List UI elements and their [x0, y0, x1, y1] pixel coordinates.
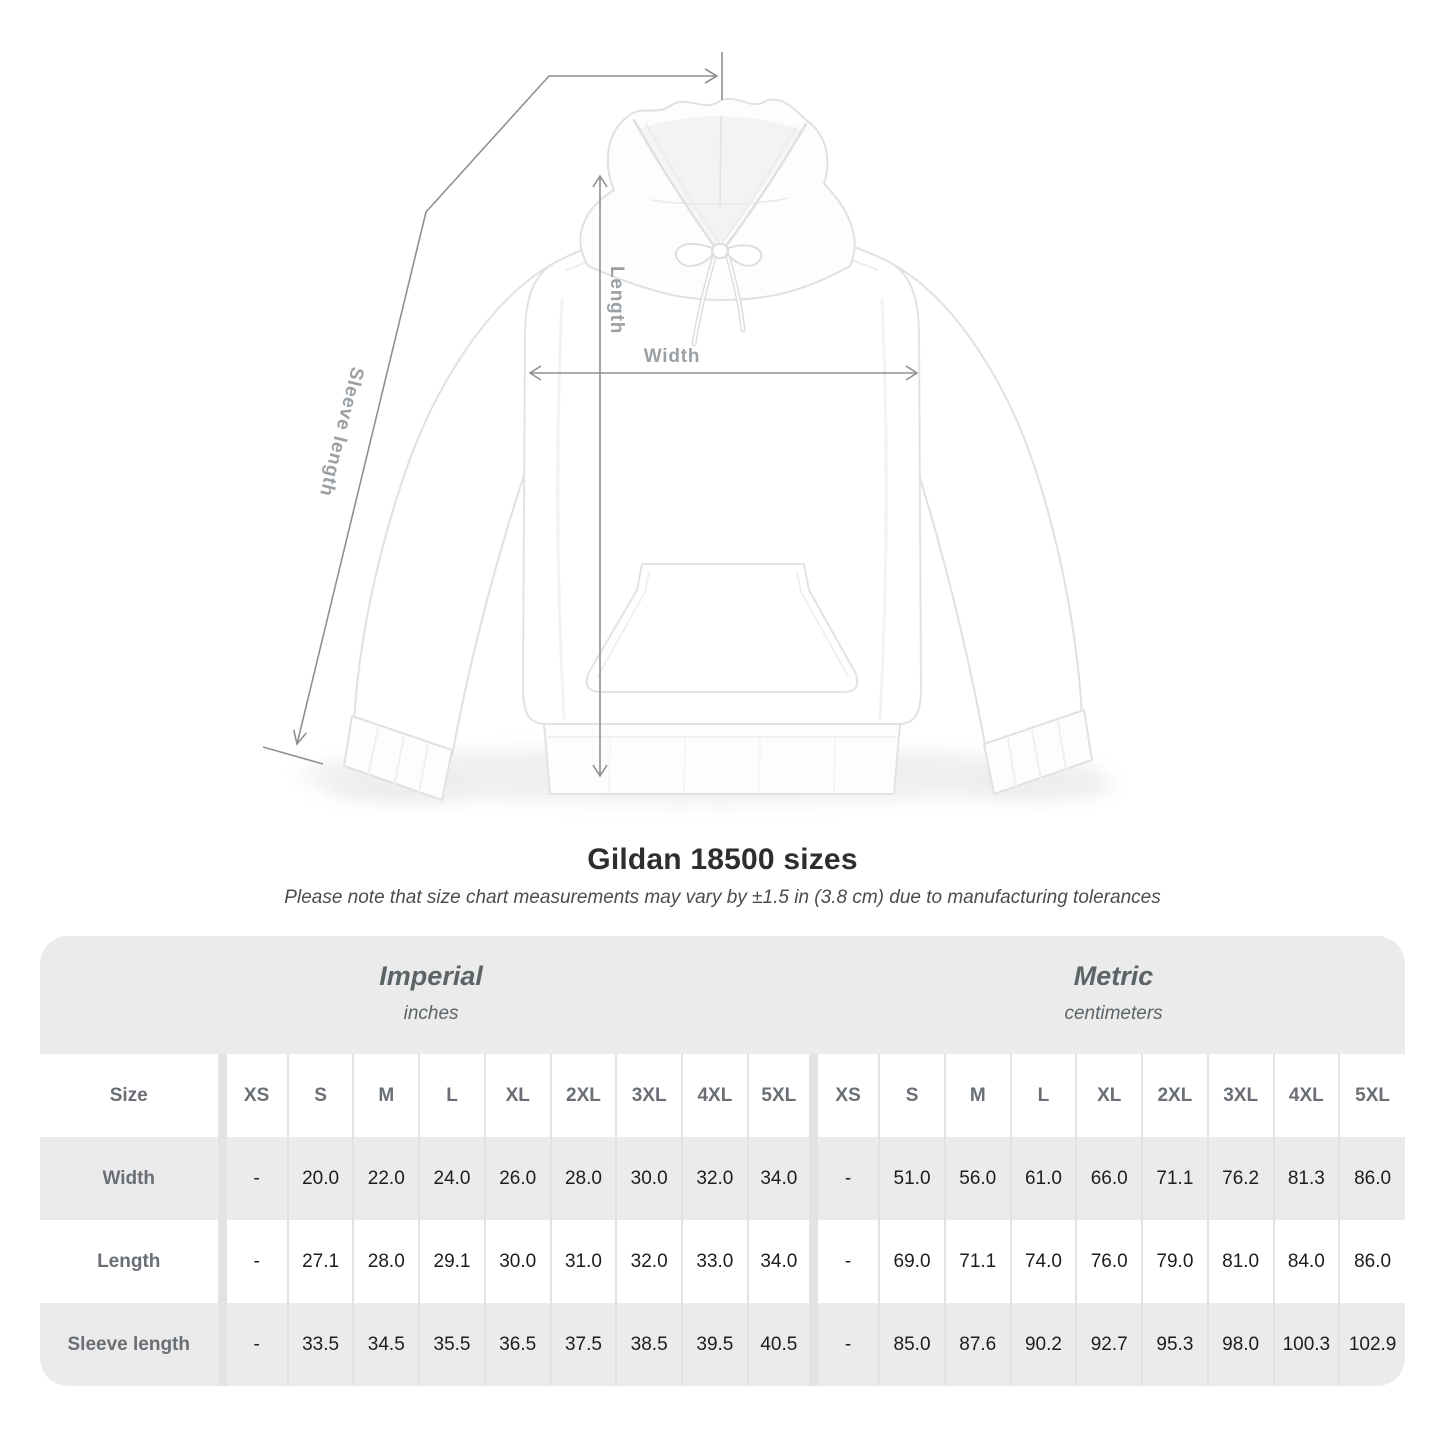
- cell-metric-3xl: 98.0: [1208, 1303, 1274, 1386]
- width-label: Width: [643, 346, 701, 367]
- column-header-imperial-4xl: 4XL: [682, 1054, 748, 1137]
- measurement-row-sleeve-length: [40, 1303, 1405, 1386]
- metric-section-header: [822, 936, 1405, 1054]
- imperial-section-unit: inches: [403, 1003, 459, 1024]
- column-header-metric-2xl: 2XL: [1142, 1054, 1208, 1137]
- cell-imperial-xs: -: [222, 1303, 288, 1386]
- cell-imperial-5xl: 34.0: [748, 1220, 814, 1303]
- column-header-imperial-xl: XL: [485, 1054, 551, 1137]
- row-label: Sleeve length: [40, 1303, 222, 1386]
- cell-imperial-4xl: 33.0: [682, 1220, 748, 1303]
- cell-imperial-3xl: 32.0: [616, 1220, 682, 1303]
- column-header-metric-5xl: 5XL: [1339, 1054, 1405, 1137]
- imperial-section-header: [40, 936, 822, 1054]
- cell-metric-5xl: 102.9: [1339, 1303, 1405, 1386]
- tolerance-note: Please note that size chart measurements may vary by ±1.5 in (3.8 cm) due to manufacturing tolerances: [284, 887, 1161, 908]
- cell-imperial-xl: 36.5: [485, 1303, 551, 1386]
- cell-imperial-m: 28.0: [353, 1220, 419, 1303]
- sleeve-length-label: Sleeve length: [314, 364, 368, 499]
- row-label: Width: [40, 1137, 222, 1220]
- measurement-row-length: [40, 1220, 1405, 1303]
- size-chart-table: [40, 936, 1405, 1386]
- cell-imperial-xs: -: [222, 1137, 288, 1220]
- cell-imperial-xl: 26.0: [485, 1137, 551, 1220]
- column-header-metric-3xl: 3XL: [1208, 1054, 1274, 1137]
- column-header-imperial-3xl: 3XL: [616, 1054, 682, 1137]
- hoodie-illustration: [344, 99, 1092, 800]
- column-header-imperial-2xl: 2XL: [551, 1054, 617, 1137]
- cell-metric-2xl: 95.3: [1142, 1303, 1208, 1386]
- cell-metric-s: 51.0: [879, 1137, 945, 1220]
- cell-metric-l: 74.0: [1011, 1220, 1077, 1303]
- cell-imperial-2xl: 31.0: [551, 1220, 617, 1303]
- column-header-metric-4xl: 4XL: [1274, 1054, 1340, 1137]
- size-corner-header: Size: [40, 1054, 222, 1137]
- cell-metric-xs: -: [813, 1220, 879, 1303]
- column-header-metric-l: L: [1011, 1054, 1077, 1137]
- column-header-metric-m: M: [945, 1054, 1011, 1137]
- cell-imperial-l: 35.5: [419, 1303, 485, 1386]
- column-header-imperial-s: S: [288, 1054, 354, 1137]
- cell-metric-5xl: 86.0: [1339, 1220, 1405, 1303]
- measurement-row-width: [40, 1137, 1405, 1220]
- cell-imperial-s: 27.1: [288, 1220, 354, 1303]
- cell-metric-2xl: 71.1: [1142, 1137, 1208, 1220]
- column-header-metric-xs: XS: [813, 1054, 879, 1137]
- cell-metric-l: 61.0: [1011, 1137, 1077, 1220]
- cell-imperial-2xl: 37.5: [551, 1303, 617, 1386]
- size-header-row: [40, 1054, 1405, 1137]
- cell-imperial-3xl: 30.0: [616, 1137, 682, 1220]
- imperial-section-title: Imperial: [379, 961, 483, 991]
- cell-imperial-4xl: 39.5: [682, 1303, 748, 1386]
- measurements-table: [40, 1054, 1405, 1386]
- cell-metric-s: 85.0: [879, 1303, 945, 1386]
- cell-metric-xl: 66.0: [1076, 1137, 1142, 1220]
- unit-header-band: [40, 936, 1405, 1054]
- cell-metric-3xl: 76.2: [1208, 1137, 1274, 1220]
- metric-section-unit: centimeters: [1064, 1003, 1163, 1024]
- row-label: Length: [40, 1220, 222, 1303]
- cell-imperial-2xl: 28.0: [551, 1137, 617, 1220]
- cell-imperial-xl: 30.0: [485, 1220, 551, 1303]
- column-header-metric-s: S: [879, 1054, 945, 1137]
- cell-metric-4xl: 81.3: [1274, 1137, 1340, 1220]
- cell-metric-xl: 92.7: [1076, 1303, 1142, 1386]
- cell-imperial-3xl: 38.5: [616, 1303, 682, 1386]
- cell-imperial-m: 22.0: [353, 1137, 419, 1220]
- column-header-imperial-m: M: [353, 1054, 419, 1137]
- hem-band: [544, 724, 900, 794]
- cell-metric-3xl: 81.0: [1208, 1220, 1274, 1303]
- cell-imperial-s: 33.5: [288, 1303, 354, 1386]
- cell-metric-5xl: 86.0: [1339, 1137, 1405, 1220]
- cell-imperial-5xl: 34.0: [748, 1137, 814, 1220]
- metric-section-title: Metric: [1073, 961, 1154, 991]
- cell-imperial-l: 29.1: [419, 1220, 485, 1303]
- cell-metric-xl: 76.0: [1076, 1220, 1142, 1303]
- cell-metric-xs: -: [813, 1137, 879, 1220]
- cell-imperial-4xl: 32.0: [682, 1137, 748, 1220]
- page-title: Gildan 18500 sizes: [587, 843, 858, 876]
- length-label: Length: [606, 266, 627, 335]
- column-header-imperial-l: L: [419, 1054, 485, 1137]
- cell-imperial-l: 24.0: [419, 1137, 485, 1220]
- cell-metric-m: 87.6: [945, 1303, 1011, 1386]
- cell-metric-xs: -: [813, 1303, 879, 1386]
- cell-metric-4xl: 84.0: [1274, 1220, 1340, 1303]
- cell-imperial-s: 20.0: [288, 1137, 354, 1220]
- column-header-imperial-5xl: 5XL: [748, 1054, 814, 1137]
- cell-imperial-m: 34.5: [353, 1303, 419, 1386]
- cell-metric-m: 71.1: [945, 1220, 1011, 1303]
- column-header-imperial-xs: XS: [222, 1054, 288, 1137]
- cell-metric-l: 90.2: [1011, 1303, 1077, 1386]
- cell-metric-4xl: 100.3: [1274, 1303, 1340, 1386]
- cell-metric-2xl: 79.0: [1142, 1220, 1208, 1303]
- cell-imperial-xs: -: [222, 1220, 288, 1303]
- cell-metric-m: 56.0: [945, 1137, 1011, 1220]
- cell-metric-s: 69.0: [879, 1220, 945, 1303]
- column-header-metric-xl: XL: [1076, 1054, 1142, 1137]
- cell-imperial-5xl: 40.5: [748, 1303, 814, 1386]
